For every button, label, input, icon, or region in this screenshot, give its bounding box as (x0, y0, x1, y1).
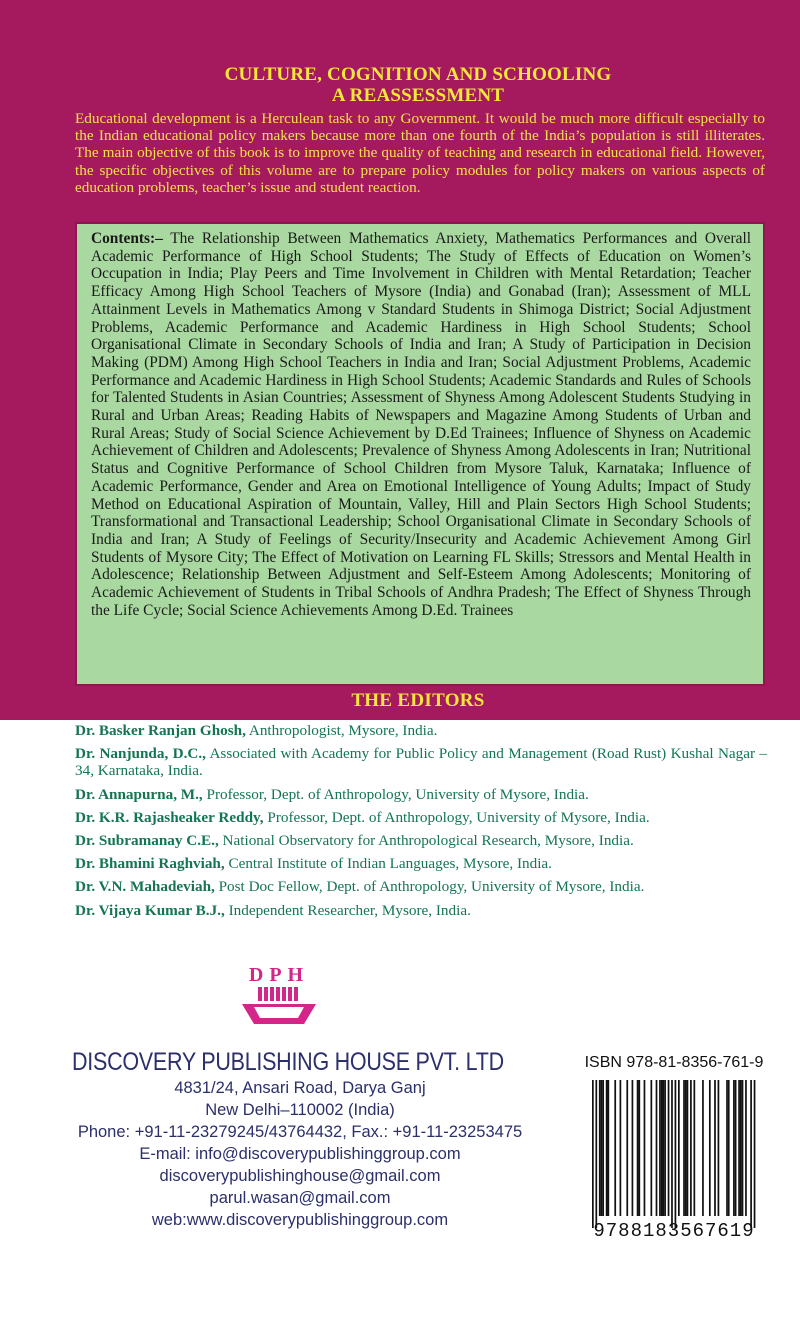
editor-affiliation: Post Doc Fellow, Dept. of Anthropology, University of Mysore, India. (214, 878, 645, 896)
editor-entry (75, 745, 767, 779)
editor-affiliation: Independent Researcher, Mysore, India. (224, 901, 471, 919)
editor-affiliation: Central Institute of Indian Languages, Mysore, India. (224, 855, 552, 873)
book-title-line1: CULTURE, COGNITION AND SCHOOLING (224, 64, 612, 85)
barcode-digits: 9788183567619 (593, 1220, 755, 1242)
barcode-bar (632, 1080, 634, 1216)
book-title-line2: A REASSESSMENT (331, 85, 505, 106)
publisher-email-3: parul.wasan@gmail.com (209, 1189, 391, 1207)
barcode-bar (728, 1080, 730, 1216)
barcode-bar (702, 1080, 704, 1216)
editor-name: Dr. Annapurna, M., (75, 785, 203, 803)
contents-list: The Relationship Between Mathematics Anxiety, Mathematics Performances and Overall Academic Performance of High School Students; The Study of Effects of Education on Women’s Occupation in India; Play Peers and Time Involvement in Children with Mental Retardation; Teacher Efficacy Among High School Teachers of Mysore (India) and Gonabad (Iran); Assessment of MLL Attainment Levels in Mathematics Among v Standard Students in Shimoga District; Social Adjustment Problems, Academic Performance and Academic Hardiness in High School Students; School Organisational Climate in Secondary Schools of India and Iran; A Study of Participation in Decision Making (PDM) Among High School Teachers in India and Iran; Social Adjustment Problems, Academic Performance and Academic Hardiness in High School Students; Academic Standards and Rules of Schools for Talented Students in Asian Countries; Assessment of Shyness Among Adolescent Students Studying in Rural and Urban Areas; Reading Habits of Newspapers and Magazine Among Students of Urban and Rural Areas; Study of Social Science Achievement by D.Ed Trainees; Influence of Shyness on Academic Achievement of Children and Adolescents; Prevalence of Shyness Among Adolescents in Iran; Nutritional Status and Cognitive Performance of School Children from Mysore Taluk, Karnataka; Influence of Academic Performance, Gender and Area on Emotional Intelligence of Young Adults; Impact of Study Method on Educational Aspiration of Mountain, Valley, Hill and Plain Sectors High School Students; Transformational and Transactional Leadership; School Organisational Climate in Secondary Schools of India and Iran; A Study of Feelings of Security/Insecurity and Academic Achievement Among Girl Students of Mysore City; The Effect of Motivation on Learning FL Skills; Stressors and Mental Health in Adolescence; Relationship Between Adjustment and Self-Esteem Among Adolescents; Monitoring of Academic Achievement of Students in Tribal Schools of Andhra Pradesh; The Effect of Shyness Through the Life Cycle; Social Science Achievements Among D.Ed. Trainees (91, 230, 752, 619)
barcode-bar (637, 1080, 639, 1216)
editor-affiliation: Professor, Dept. of Anthropology, University of Mysore, India. (202, 785, 589, 803)
barcode-bar (656, 1080, 658, 1216)
barcode-bar (620, 1080, 622, 1216)
editors-list (75, 722, 767, 925)
barcode-bar (726, 1080, 728, 1216)
publisher-website: web:www.discoverypublishinggroup.com (151, 1211, 449, 1229)
barcode-bar (733, 1080, 735, 1216)
barcode-bar (638, 1080, 640, 1216)
barcode-bar (675, 1080, 677, 1228)
barcode-bar (678, 1080, 680, 1216)
barcode-bar (750, 1080, 752, 1228)
editors-heading: THE EDITORS (351, 690, 485, 711)
editor-name: Dr. Bhamini Raghviah, (75, 855, 225, 873)
editor-affiliation: Professor, Dept. of Anthropology, University of Mysore, India. (263, 808, 650, 826)
editor-entry (75, 786, 767, 803)
barcode-bar (745, 1080, 747, 1216)
editor-name: Dr. K.R. Rajasheaker Reddy, (75, 808, 264, 826)
barcode-bar (659, 1080, 661, 1216)
barcode-bar (685, 1080, 687, 1216)
editor-name: Dr. Vijaya Kumar B.J., (75, 901, 225, 919)
editor-name: Dr. Subramanay C.E., (75, 832, 219, 850)
barcode-bar (690, 1080, 692, 1216)
contents-text (91, 230, 751, 619)
editor-affiliation: Anthropologist, Mysore, India. (245, 722, 438, 739)
barcode-bar (668, 1080, 670, 1216)
barcode-bar (664, 1080, 666, 1216)
publisher-email-2: discoverypublishinghouse@gmail.com (159, 1167, 441, 1185)
barcode-bar (709, 1080, 711, 1216)
barcode-bar (693, 1080, 695, 1216)
barcode-bar (607, 1080, 609, 1216)
barcode-bar (650, 1080, 652, 1216)
barcode-bar (626, 1080, 628, 1216)
barcode-bar (606, 1080, 608, 1216)
editor-name: Dr. Nanjunda, D.C., (75, 745, 206, 763)
editor-affiliation: National Observatory for Anthropological Research, Mysore, India. (218, 832, 634, 850)
editor-entry (75, 722, 767, 739)
barcode-bar (687, 1080, 689, 1216)
barcode-bar (754, 1080, 756, 1228)
isbn-block (578, 1052, 770, 1242)
publisher-name: DISCOVERY PUBLISHING HOUSE PVT. LTD (72, 1048, 504, 1076)
book-description: Educational development is a Herculean task to any Government. It would be much more difficult especially to the Indian educational policy makers because more than one fourth of the India’s population is still illiterates. The main objective of this book is to improve the quality of teaching and research in educational field. However, the specific objectives of this volume are to prepare policy modules for policy makers on various aspects of education problems, teacher’s issue and student reaction. (75, 110, 765, 196)
logo-text: DPH (248, 964, 310, 986)
isbn-label: ISBN 978-81-8356-761-9 (584, 1054, 764, 1071)
barcode-bar (742, 1080, 744, 1216)
barcode-bar (663, 1080, 665, 1216)
barcode-bar (714, 1080, 716, 1216)
publisher-logo (234, 964, 324, 1044)
book-logo-icon (234, 964, 324, 1044)
barcode-bar (683, 1080, 685, 1216)
barcode-bar (601, 1080, 603, 1216)
editor-name: Dr. V.N. Mahadeviah, (75, 878, 215, 896)
barcode-bar (735, 1080, 737, 1216)
barcode-bar (738, 1080, 740, 1216)
barcode-bar (599, 1080, 601, 1216)
barcode-bar (740, 1080, 742, 1216)
barcode-bar (595, 1080, 597, 1228)
editor-entry (75, 902, 767, 919)
publisher-email: E-mail: info@discoverypublishinggroup.com (139, 1145, 461, 1163)
editor-entry (75, 832, 767, 849)
barcode-bar (671, 1080, 673, 1228)
contents-label: Contents:– (91, 230, 163, 247)
editor-entry (75, 855, 767, 872)
barcode-bar (718, 1080, 720, 1216)
barcode (578, 1076, 770, 1244)
publisher-address-line1: 4831/24, Ansari Road, Darya Ganj (174, 1079, 426, 1097)
barcode-bar (602, 1080, 604, 1216)
editor-entry (75, 809, 767, 826)
editor-name: Dr. Basker Ranjan Ghosh, (75, 722, 246, 739)
barcode-bar (592, 1080, 594, 1228)
barcode-bar (661, 1080, 663, 1216)
publisher-address-line2: New Delhi–110002 (India) (205, 1101, 395, 1119)
editor-affiliation: Associated with Academy for Public Policy and Management (Road Rust) Kushal Nagar – 34, Karnataka, India. (75, 745, 768, 780)
contents-box (75, 222, 765, 686)
publisher-phone: Phone: +91-11-23279245/43764432, Fax.: +91-11-23253475 (77, 1123, 523, 1141)
barcode-bar (644, 1080, 646, 1216)
editor-entry (75, 878, 767, 895)
barcode-bar (614, 1080, 616, 1216)
